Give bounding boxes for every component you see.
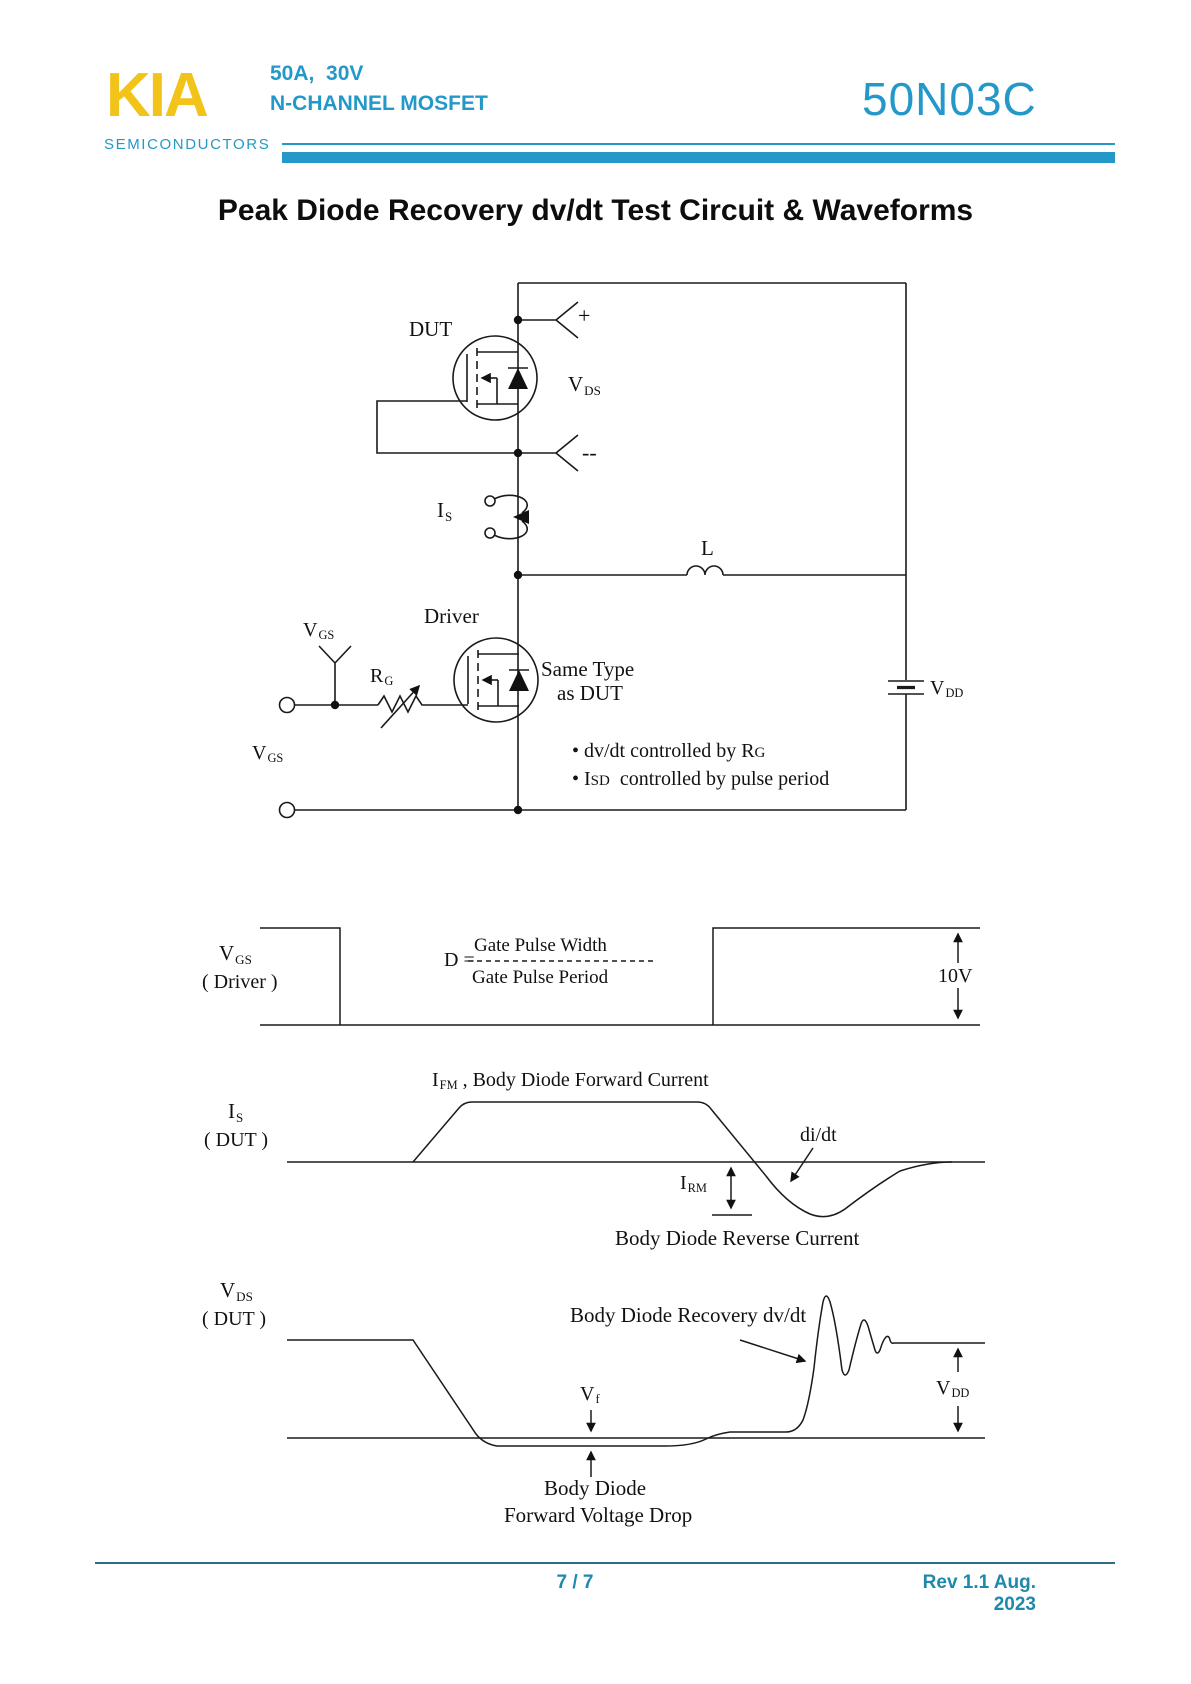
junction-dots [331, 316, 522, 814]
spec-line-2: N-CHANNEL MOSFET [270, 92, 488, 115]
vdd-waveform-label: VDD [936, 1377, 970, 1401]
dut-gate-short-wire [377, 401, 516, 453]
is-waveform [287, 1102, 985, 1217]
driver-mosfet-symbol [454, 638, 538, 722]
is-waveform-label: IS [228, 1099, 244, 1125]
rg-resistor [378, 696, 468, 712]
plus-label: + [578, 303, 591, 328]
ifm-label: IFM , Body Diode Forward Current [432, 1069, 709, 1093]
vgs-waveform-label: VGS [219, 941, 252, 967]
vdd-circuit-label: VDD [930, 677, 964, 701]
dut-label: DUT [409, 317, 453, 341]
10v-label: 10V [938, 965, 973, 987]
dut-mosfet-symbol [453, 336, 537, 420]
is-circuit-label: IS [437, 498, 453, 524]
duty-cycle-label: D = [444, 949, 475, 971]
didt-pointer-arrow [791, 1148, 813, 1181]
battery-icon [888, 681, 924, 694]
forward-drop-label-line1: Body Diode [544, 1476, 647, 1500]
vf-label: Vf [580, 1383, 600, 1407]
rg-label: RG [370, 665, 394, 689]
vds-circuit-label: VDS [568, 372, 601, 398]
forward-drop-label-line2: Forward Voltage Drop [504, 1503, 693, 1527]
bullet-dvdt: • dv/dt controlled by RG [572, 740, 766, 762]
same-type-label-line2: as DUT [557, 681, 623, 705]
page-title: Peak Diode Recovery dv/dt Test Circuit & Waveforms [217, 194, 974, 227]
kia-logo: KIA [106, 61, 207, 130]
driver-label: Driver [424, 604, 479, 628]
minus-probe [518, 435, 578, 471]
vgs-terminal-top [280, 698, 295, 713]
part-number: 50N03C [862, 73, 1037, 125]
vds-waveform-label: VDS [220, 1278, 253, 1304]
didt-label: di/dt [800, 1124, 837, 1146]
recovery-pointer-arrow [740, 1340, 805, 1361]
vds-waveform-sublabel: ( DUT ) [202, 1308, 267, 1330]
body-diode-recovery-label: Body Diode Recovery dv/dt [570, 1303, 807, 1327]
vgs-terminal-label: VGS [252, 742, 284, 766]
bullet-isd: • ISD controlled by pulse period [572, 768, 830, 790]
inductor-label: L [701, 536, 714, 560]
revision-label: Rev 1.1 Aug. 2023 [922, 1572, 1036, 1615]
vgs-probe-label: VGS [303, 619, 335, 643]
spec-line-1: 50A, 30V [270, 62, 364, 85]
vgs-probe-fork [319, 646, 351, 705]
logo-subtitle: SEMICONDUCTORS [104, 136, 271, 153]
body-diode-reverse-current-label: Body Diode Reverse Current [615, 1226, 860, 1250]
footer-rule [95, 1562, 1115, 1564]
page-number: 7 / 7 [556, 1572, 594, 1593]
vgs-waveform [260, 928, 980, 1025]
plus-probe [518, 302, 578, 338]
irm-label: IRM [680, 1172, 707, 1196]
inductor-coil [687, 566, 723, 575]
same-type-label-line1: Same Type [541, 657, 635, 681]
current-probe-icon [485, 495, 529, 538]
vgs-terminal-bottom [280, 803, 295, 818]
gate-pulse-width-label: Gate Pulse Width [474, 935, 607, 956]
test-circuit [280, 283, 925, 818]
rg-variable-arrow [381, 686, 419, 728]
vgs-waveform-sublabel: ( Driver ) [202, 971, 278, 993]
is-current-trace [413, 1102, 952, 1217]
minus-label: -- [582, 440, 597, 465]
is-waveform-sublabel: ( DUT ) [204, 1129, 269, 1151]
gate-pulse-period-label: Gate Pulse Period [472, 967, 609, 988]
